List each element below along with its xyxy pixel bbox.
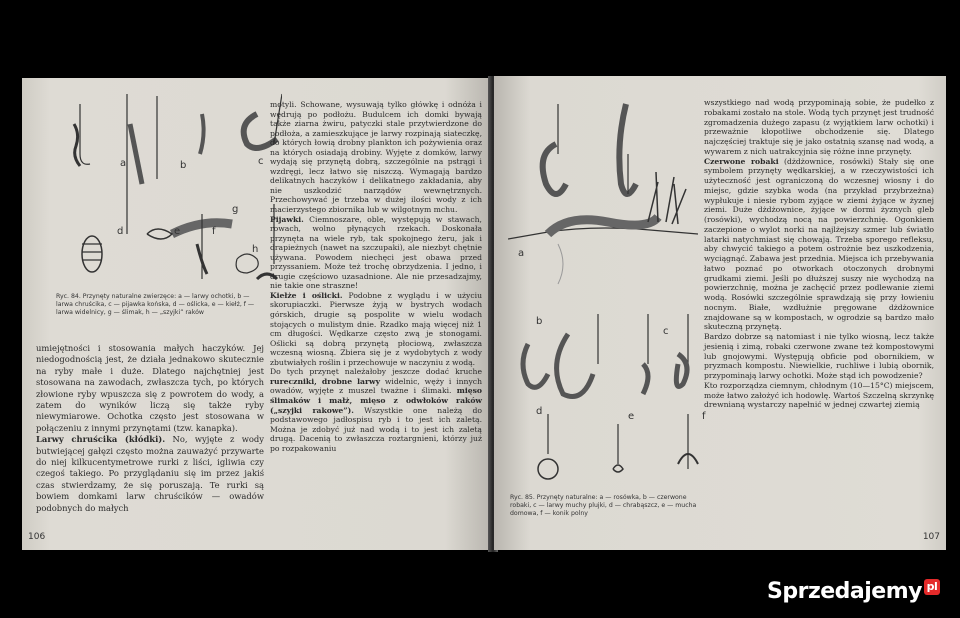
fig85-label-b: b xyxy=(536,316,543,327)
left-col2-last-b: widelnic, węży i innych owadów, wyjęte z muszel tważne i ślimaki. xyxy=(270,376,482,396)
right-col-czerwone-text: (dżdżownice, rosówki) Stały się one symbolem przynęty wędkarskiej, a w rzeczywistości ich użyteczność jest ograniczoną do wczesnej wiosny i do miejsc, gdzie szybka woda (na przykład przybrzeżna) wypłukuje i niesie rybom zyjące w ziemi żyjące w żyznej ziemi. Duże dżdżownice, żyjące w dormi żyznych gleb (rosówki), wychodzą nocą na powierzchnię. Ogonkiem zaczepione o wylot norki na najlżejszy szmer lub światło latarki natychmiast się chowają. Trzeba sporego refleksu, aby chwycić takiego a potem ostrożnie bez uszkodzenia, wyciągnąć. Zabawa jest przednia. Miejsca ich przebywania łatwo poznać po otworkach otoczonych drobnymi grudkami ziemi. Jeśli po dłuższej suszy nie wychodzą na powierzchnię, można je zachęcić przez podlewanie ziemi wodą. Rosówki szczególnie sprawdzają się przy łowieniu nocnym. Białe, wzdłużnie pręgowane dżdżownice znajdowane są w kompostach, w ogrodzie są bardzo mało skuteczną przynętą. xyxy=(704,156,934,332)
fig85-label-a: a xyxy=(518,248,525,259)
left-col1-text: No, wyjęte z wody butwiejącej gałęzi często można zauważyć przywarte do niej kilkucentymetrowe rurki z liści, igliwia czy czegoś takiego. Po przyglądaniu się im przez jakiś czas stwierdzamy, że się poruszają. Te rurki są bowiem domkami larw chruścików — owadów podobnych do małych xyxy=(36,434,264,513)
heading-mieso-slimakow: mięso ślimaków i małż, mięso z odwłoków raków („szyjki rakowe”). xyxy=(270,386,482,415)
left-column-2 xyxy=(270,100,482,453)
fig84-label-h: h xyxy=(252,244,259,255)
heading-larwy-chruscika: Larwy chruścika (kłódki). xyxy=(36,434,166,445)
heading-kielze: Kiełże i oślicki. xyxy=(270,290,343,300)
left-col2-para-last xyxy=(270,367,482,453)
fig84-label-e: e xyxy=(174,226,181,237)
sprzedajemy-watermark xyxy=(767,579,940,604)
fig84-label-g: g xyxy=(232,204,239,215)
figure-85-top-illustration xyxy=(508,94,698,294)
heading-czerwone-robaki: Czerwone robaki xyxy=(704,156,779,166)
heading-rureczniki: rureczniki, drobne larwy xyxy=(270,376,381,386)
watermark-pl-badge: pl xyxy=(924,579,940,595)
fig85-label-f: f xyxy=(702,411,706,422)
figure-84-illustrations xyxy=(52,84,282,289)
left-col1-para-2 xyxy=(36,434,264,514)
fig84-label-a: a xyxy=(120,158,127,169)
fig84-label-f: f xyxy=(212,226,216,237)
figure-84-caption: Ryc. 84. Przynęty naturalne zwierzęce: a — larwy ochotki, b — larwa chruścika, c — pijawka końska, d — oślicka, e — kiełż, f — larwa widelnicy, g — ślimak, h — „szyjki” raków xyxy=(56,293,255,316)
fig85-label-d: d xyxy=(536,406,543,417)
right-page xyxy=(494,76,946,550)
figure-85-bottom-illustrations xyxy=(508,304,708,504)
right-column xyxy=(704,98,934,410)
page-number-left: 106 xyxy=(28,532,46,542)
watermark-text: Sprzedajemy xyxy=(767,579,922,604)
right-col-para-2: Bardzo dobrze są natomiast i nie tylko wiosną, lecz także jesienią i zimą, robaki czerwone zwane też kompostowymi lub gnojowymi. Występują obficie pod obornikiem, w pryzmach kompostu. Niewielkie, ruchliwe i lubią obornik, przypominają larwy ochotki. Może stąd ich powodzenie? xyxy=(704,332,934,380)
left-col2-pijawki-text: Ciemnoszare, oble, występują w stawach, rowach, wolno płynących rzekach. Doskonała przynęta na wiele ryb, tak spokojnego żeru, jak i drapieżnych (nawet na szczupaki), ale niezbyt chętnie używana. Powodem niechęci jest obawa przed przyssaniem. Może też trochę obrzydzenia. I jedno, i drugie częściowo uzasadnione. Ale nie przesadzajmy, nie takie one straszne! xyxy=(270,214,482,291)
figure-85-caption: Ryc. 85. Przynęty naturalne: a — rosówka, b — czerwone robaki, c — larwy muchy plujki, d — chrabąszcz, e — mucha domowa, f — konik polny xyxy=(510,494,697,517)
right-col-para-3: Kto rozporządza ciemnym, chłodnym (10—15°C) miejscem, może łatwo założyć ich hodowlę. Wartoś Szczelną skrzynkę drewnianą wystarczy napełnić w jednej czwartej ziemią xyxy=(704,380,934,410)
fig85-label-c: c xyxy=(663,326,669,337)
left-col2-last-a: Do tych przynęt należałoby jeszcze dodać kruche xyxy=(270,367,482,377)
right-col-para-czerwone xyxy=(704,157,934,333)
fig84-label-c: c xyxy=(258,156,264,167)
left-col2-kielze-text: Podobne z wyglądu i w użyciu skorupiaczki. Pierwsze żyją w bystrych wodach górskich, drugie są pospolite w wielu wodach stojących o mulistym dnie. Rzadko mają więcej niż 1 cm długości. Wędkarze często zwą je stonogami. Oślicki są dobrą przynętą płociową, zwłaszcza wczesną wiosną. Zbiera się je z wydobytych z wody zbutwiałych roślin i przechowuje w naczyniu z wodą. xyxy=(270,290,482,367)
fig84-label-b: b xyxy=(180,160,187,171)
fig84-label-d: d xyxy=(117,226,124,237)
left-page xyxy=(22,78,492,550)
heading-pijawki: Pijawki. xyxy=(270,214,304,224)
left-col2-para-kielze xyxy=(270,291,482,367)
page-number-right: 107 xyxy=(922,532,940,542)
left-col2-intro: motyli. Schowane, wysuwają tylko główkę i odnóża i wędrują po podłożu. Budulcem ich domki bywają także ziarna żwiru, patyczki stale przytwierdzone do podłoża, a zamieszkujące je larwy rozpinają siateczkę, do których łowią drobny plankton ich pożywienia oraz na których osiadają drobiny. Wyjęte z domków, larwy wydają się przynętą dobrą, szczególnie na pstrągi i wzdręgi, lecz łatwo się niszczą. Wymagają bardzo delikatnych haczyków i delikatnego zakładania, aby nie uszkodzić narządów wewnętrznych. Przechowywać je trzeba w dużej ilości wody z ich macierzystego zbiornika lub w wilgotnym mchu. xyxy=(270,100,482,215)
right-col-intro: wszystkiego nad wodą przypominają sobie, że pudełko z robakami zostało na stole. Wodą tych przynęt jest trudność zgromadzenia dużego zapasu (z wyjątkiem larw ochotki) i przeważnie kłopotliwe obchodzenie się. Dlatego najczęściej traktuje się je jako ostatnią szansę nad wodą, a wywarem z nich uatrakcyjnia się różne inne przynęty. xyxy=(704,98,934,156)
fig85-label-e: e xyxy=(628,411,635,422)
left-column-1 xyxy=(36,343,264,514)
left-col2-last-c: Wszystkie one należą do podstawowego jadłospisu ryb i to jest ich zaletą. Można je zdobyć już nad wodą i to jest ich zaletą drugą. Dacenią to zwłaszcza roztargnieni, którzy już po rozpakowaniu xyxy=(270,405,482,453)
left-col1-para: umiejętności i stosowania małych haczyków. Jej niedogodnością jest, że działa jednakowo skutecznie na ryby małe i duże. Dlatego najchętniej jest stosowana na zawodach, zwłaszcza tych, po których złowione ryby wpuszcza się z powrotem do wody, a zatem do wyników liczą się także ryby niewymiarowe. Ochotka często jest stosowana w połączeniu z innymi przynętami (tzw. kanapka). xyxy=(36,343,264,433)
left-col2-para-pijawki xyxy=(270,215,482,291)
